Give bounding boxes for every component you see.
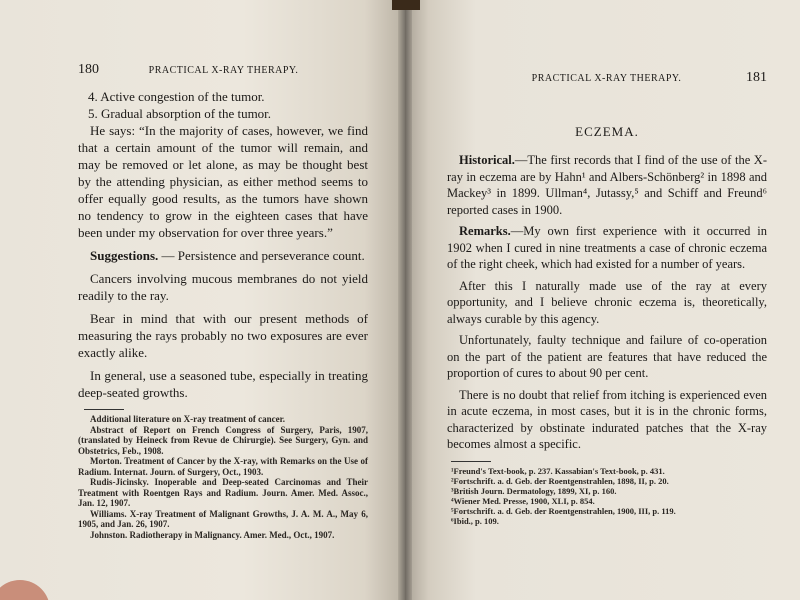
left-page-content [78, 62, 368, 540]
footnote: ⁴Wiener Med. Presse, 1900, XLI, p. 854. [451, 495, 595, 506]
body-paragraph: After this I naturally made use of the ray at every opportunity, and I believe chronic eczema is, theoretically, always curable by this agency. [447, 278, 767, 326]
left-running-title: PRACTICAL X-RAY THERAPY. [148, 65, 299, 76]
left-page-number: 180 [78, 62, 99, 77]
historical-text: —The first records that I find of the use of the X-ray in eczema are by Hahn¹ and Albers-Schönberg² in 1898 and Mackey³ in 1899. Ullman⁴, Jutassy,⁵ and Schiff and Freund⁶ reported cases in 1900. [447, 153, 767, 217]
body-paragraph: There is no doubt that relief from itching is experienced even in acute eczema, in most cases, but it is in the chronic forms, characterized by obstinate indurated patches that the X-ray becomes almost a specific. [447, 387, 767, 451]
footnote: Williams. X-ray Treatment of Malignant Growths, J. A. M. A., May 6, 1905, and Jan. 26, 1907. [78, 508, 368, 529]
quote-paragraph: He says: “In the majority of cases, however, we find that a certain amount of the tumor will remain, and may be removed or let alone, as may be thought best by the attending physician, as either method seems to offer equally good results, as the tumors have shown no tendency to grow in the eighteen cases that have been under my observation for over three years.” [78, 123, 368, 240]
book-gutter [398, 0, 412, 600]
footnote: ⁵Fortschrift. a. d. Geb. der Roentgenstrahlen, 1900, III, p. 119. [451, 505, 676, 516]
footnote-rule [84, 409, 124, 410]
left-running-head [78, 62, 368, 78]
right-running-head [447, 70, 767, 86]
right-page-content [447, 70, 767, 526]
footnote-rule [451, 461, 491, 462]
body-paragraph: Bear in mind that with our present methods of measuring the rays probably no two exposures are ever exactly alike. [78, 311, 368, 360]
right-page [405, 0, 800, 600]
body-paragraph: Cancers involving mucous membranes do not yield readily to the ray. [78, 271, 368, 303]
footnote: ⁶Ibid., p. 109. [451, 515, 499, 526]
suggestions-paragraph [78, 247, 368, 264]
book-spine [392, 0, 420, 10]
suggestions-text: — Persistence and perseverance count. [158, 248, 365, 263]
remarks-text: —My own first experience with it occurred in 1902 when I cured in nine treatments a case of chronic eczema of the right cheek, which had existed for a number of years. [447, 224, 767, 271]
footnote: Rudis-Jicinsky. Inoperable and Deep-seated Carcinomas and Their Treatment with Roentgen Rays and Radium. Journ. Amer. Med. Assoc., Jan. 12, 1907. [78, 477, 368, 508]
historical-label: Historical. [459, 153, 515, 167]
section-title: ECZEMA. [575, 124, 639, 139]
footnote: Abstract of Report on French Congress of Surgery, Paris, 1907, (translated by Heineck from Revue de Chirurgie). See Surgery, Gyn. and Obstetrics, Feb., 1908. [78, 424, 368, 456]
footnote: Additional literature on X-ray treatment of cancer. [90, 414, 286, 424]
historical-paragraph [447, 152, 767, 218]
remarks-paragraph [447, 223, 767, 273]
body-paragraph: Unfortunately, faulty technique and failure of co-operation on the part of the patient are features that have reduced the proportion of cures to about 90 per cent. [447, 333, 767, 380]
right-running-title: PRACTICAL X-RAY THERAPY. [531, 73, 682, 84]
remarks-label: Remarks. [459, 224, 511, 238]
right-page-number: 181 [746, 70, 767, 85]
footnote: Johnston. Radiotherapy in Malignancy. Amer. Med., Oct., 1907. [90, 529, 335, 540]
suggestions-label: Suggestions. [90, 248, 159, 263]
footnote: Morton. Treatment of Cancer by the X-ray, with Remarks on the Use of Radium. Internat. Journ. of Surgery, Oct., 1903. [78, 456, 368, 477]
list-item: 4. Active congestion of the tumor. [88, 89, 265, 104]
footnote: ¹Freund's Text-book, p. 237. Kassabian's Text-book, p. 431. [451, 465, 665, 476]
footnote: ²Fortschrift. a. d. Geb. der Roentgenstrahlen, 1898, II, p. 20. [451, 475, 669, 486]
body-paragraph: In general, use a seasoned tube, especially in treating deep-seated growths. [78, 368, 368, 400]
footnote: ³British Journ. Dermatology, 1899, XI, p. 160. [451, 485, 617, 496]
list-item: 5. Gradual absorption of the tumor. [88, 106, 272, 121]
